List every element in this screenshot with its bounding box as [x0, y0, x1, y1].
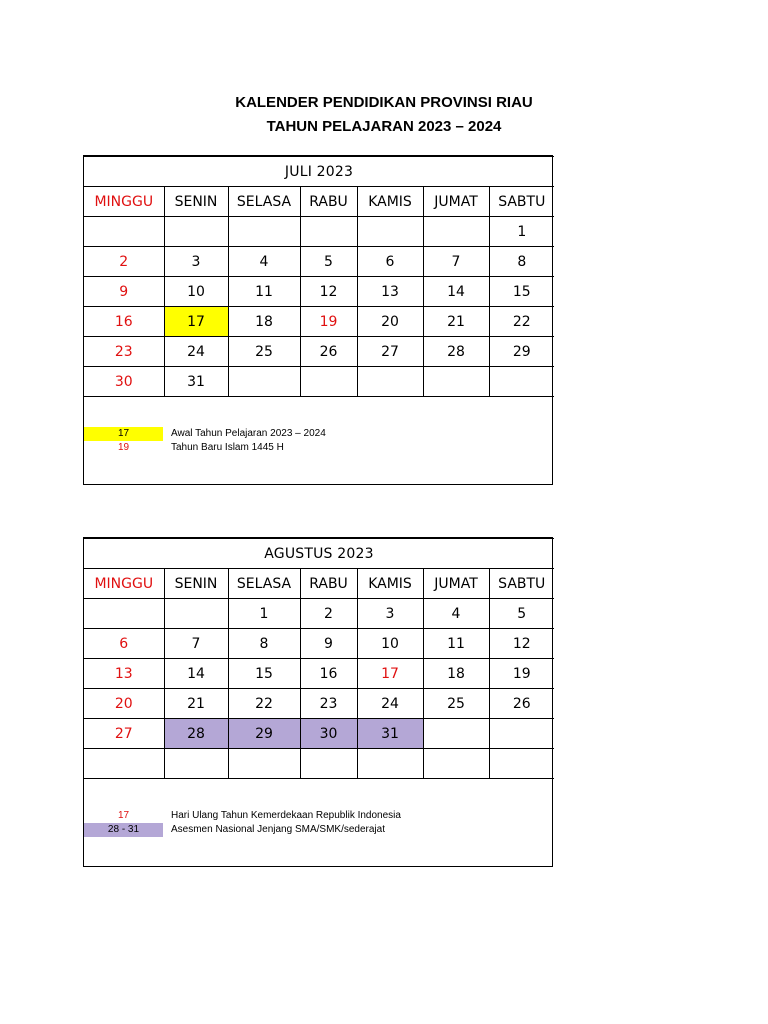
day-cell: 29 [489, 337, 554, 367]
calendar-legend [84, 397, 552, 455]
empty-day-cell [84, 217, 164, 247]
legend-key: 19 [117, 442, 130, 453]
month-title: JULI 2023 [84, 157, 554, 187]
day-cell: 25 [228, 337, 300, 367]
day-cell: 22 [228, 689, 300, 719]
week-row [84, 749, 554, 779]
day-cell: 24 [164, 337, 228, 367]
weekday-minggu: MINGGU [84, 569, 164, 599]
day-cell: 3 [357, 599, 423, 629]
weekday-selasa: SELASA [228, 569, 300, 599]
week-row [84, 247, 554, 277]
day-cell: 10 [357, 629, 423, 659]
week-row [84, 629, 554, 659]
day-cell: 2 [84, 247, 164, 277]
empty-day-cell [164, 217, 228, 247]
day-cell: 8 [489, 247, 554, 277]
month-title: AGUSTUS 2023 [84, 539, 554, 569]
day-cell: 19 [489, 659, 554, 689]
calendar-july [83, 155, 553, 485]
day-cell: 3 [164, 247, 228, 277]
weekday-senin: SENIN [164, 187, 228, 217]
legend-item [84, 441, 552, 455]
day-cell: 12 [489, 629, 554, 659]
day-cell: 28 [164, 719, 228, 749]
empty-day-cell [84, 599, 164, 629]
calendar-legend [84, 779, 552, 837]
day-cell: 18 [228, 307, 300, 337]
day-cell: 20 [357, 307, 423, 337]
day-cell: 11 [228, 277, 300, 307]
legend-text: Hari Ulang Tahun Kemerdekaan Republik Indonesia [171, 810, 401, 821]
weekday-minggu: MINGGU [84, 187, 164, 217]
empty-day-cell [423, 719, 489, 749]
day-cell: 27 [357, 337, 423, 367]
day-cell: 21 [164, 689, 228, 719]
day-cell: 16 [84, 307, 164, 337]
day-cell: 26 [489, 689, 554, 719]
legend-key: 28 - 31 [84, 823, 163, 837]
day-cell: 9 [300, 629, 357, 659]
weekday-sabtu: SABTU [489, 187, 554, 217]
legend-item [84, 823, 552, 837]
week-row [84, 367, 554, 397]
legend-text: Asesmen Nasional Jenjang SMA/SMK/sederajat [171, 824, 385, 835]
weekday-header-row [84, 187, 554, 217]
day-cell: 4 [423, 599, 489, 629]
day-cell: 21 [423, 307, 489, 337]
legend-text: Awal Tahun Pelajaran 2023 – 2024 [171, 428, 326, 439]
month-title-row [84, 539, 554, 569]
empty-day-cell [489, 367, 554, 397]
day-cell: 26 [300, 337, 357, 367]
legend-item [84, 427, 552, 441]
empty-day-cell [357, 749, 423, 779]
empty-day-cell [489, 749, 554, 779]
week-row [84, 307, 554, 337]
day-cell: 22 [489, 307, 554, 337]
legend-key: 17 [84, 427, 163, 441]
week-row [84, 689, 554, 719]
month-title-row [84, 157, 554, 187]
empty-day-cell [357, 217, 423, 247]
day-cell: 12 [300, 277, 357, 307]
empty-day-cell [228, 367, 300, 397]
day-cell: 11 [423, 629, 489, 659]
document-subtitle: TAHUN PELAJARAN 2023 – 2024 [266, 118, 502, 135]
day-cell: 5 [489, 599, 554, 629]
empty-day-cell [164, 749, 228, 779]
day-cell: 6 [84, 629, 164, 659]
day-cell: 7 [423, 247, 489, 277]
legend-item [84, 809, 552, 823]
weekday-kamis: KAMIS [357, 569, 423, 599]
weekday-header-row [84, 569, 554, 599]
empty-day-cell [84, 749, 164, 779]
day-cell: 20 [84, 689, 164, 719]
day-cell: 9 [84, 277, 164, 307]
week-row [84, 277, 554, 307]
day-cell: 17 [164, 307, 228, 337]
day-cell: 2 [300, 599, 357, 629]
empty-day-cell [423, 367, 489, 397]
empty-day-cell [164, 599, 228, 629]
day-cell: 13 [84, 659, 164, 689]
day-cell: 14 [423, 277, 489, 307]
week-row [84, 217, 554, 247]
day-cell: 23 [84, 337, 164, 367]
day-cell: 29 [228, 719, 300, 749]
day-cell: 17 [357, 659, 423, 689]
day-cell: 31 [357, 719, 423, 749]
day-cell: 24 [357, 689, 423, 719]
day-cell: 10 [164, 277, 228, 307]
empty-day-cell [489, 719, 554, 749]
empty-day-cell [300, 367, 357, 397]
weekday-kamis: KAMIS [357, 187, 423, 217]
day-cell: 16 [300, 659, 357, 689]
day-cell: 27 [84, 719, 164, 749]
document-title: KALENDER PENDIDIKAN PROVINSI RIAU [235, 94, 533, 111]
day-cell: 4 [228, 247, 300, 277]
weekday-jumat: JUMAT [423, 187, 489, 217]
weekday-selasa: SELASA [228, 187, 300, 217]
weekday-jumat: JUMAT [423, 569, 489, 599]
calendar-grid [84, 538, 554, 779]
day-cell: 15 [228, 659, 300, 689]
weekday-rabu: RABU [300, 569, 357, 599]
empty-day-cell [423, 749, 489, 779]
week-row [84, 337, 554, 367]
day-cell: 1 [489, 217, 554, 247]
day-cell: 8 [228, 629, 300, 659]
day-cell: 13 [357, 277, 423, 307]
day-cell: 19 [300, 307, 357, 337]
legend-text: Tahun Baru Islam 1445 H [171, 442, 284, 453]
calendar-grid [84, 156, 554, 397]
day-cell: 14 [164, 659, 228, 689]
calendar-august [83, 537, 553, 867]
day-cell: 31 [164, 367, 228, 397]
empty-day-cell [228, 217, 300, 247]
empty-day-cell [228, 749, 300, 779]
day-cell: 30 [84, 367, 164, 397]
weekday-senin: SENIN [164, 569, 228, 599]
empty-day-cell [300, 749, 357, 779]
day-cell: 23 [300, 689, 357, 719]
week-row [84, 719, 554, 749]
week-row [84, 659, 554, 689]
empty-day-cell [357, 367, 423, 397]
day-cell: 7 [164, 629, 228, 659]
legend-key: 17 [117, 810, 130, 821]
day-cell: 6 [357, 247, 423, 277]
day-cell: 25 [423, 689, 489, 719]
day-cell: 1 [228, 599, 300, 629]
day-cell: 30 [300, 719, 357, 749]
day-cell: 28 [423, 337, 489, 367]
day-cell: 18 [423, 659, 489, 689]
day-cell: 15 [489, 277, 554, 307]
week-row [84, 599, 554, 629]
weekday-rabu: RABU [300, 187, 357, 217]
weekday-sabtu: SABTU [489, 569, 554, 599]
day-cell: 5 [300, 247, 357, 277]
empty-day-cell [300, 217, 357, 247]
empty-day-cell [423, 217, 489, 247]
